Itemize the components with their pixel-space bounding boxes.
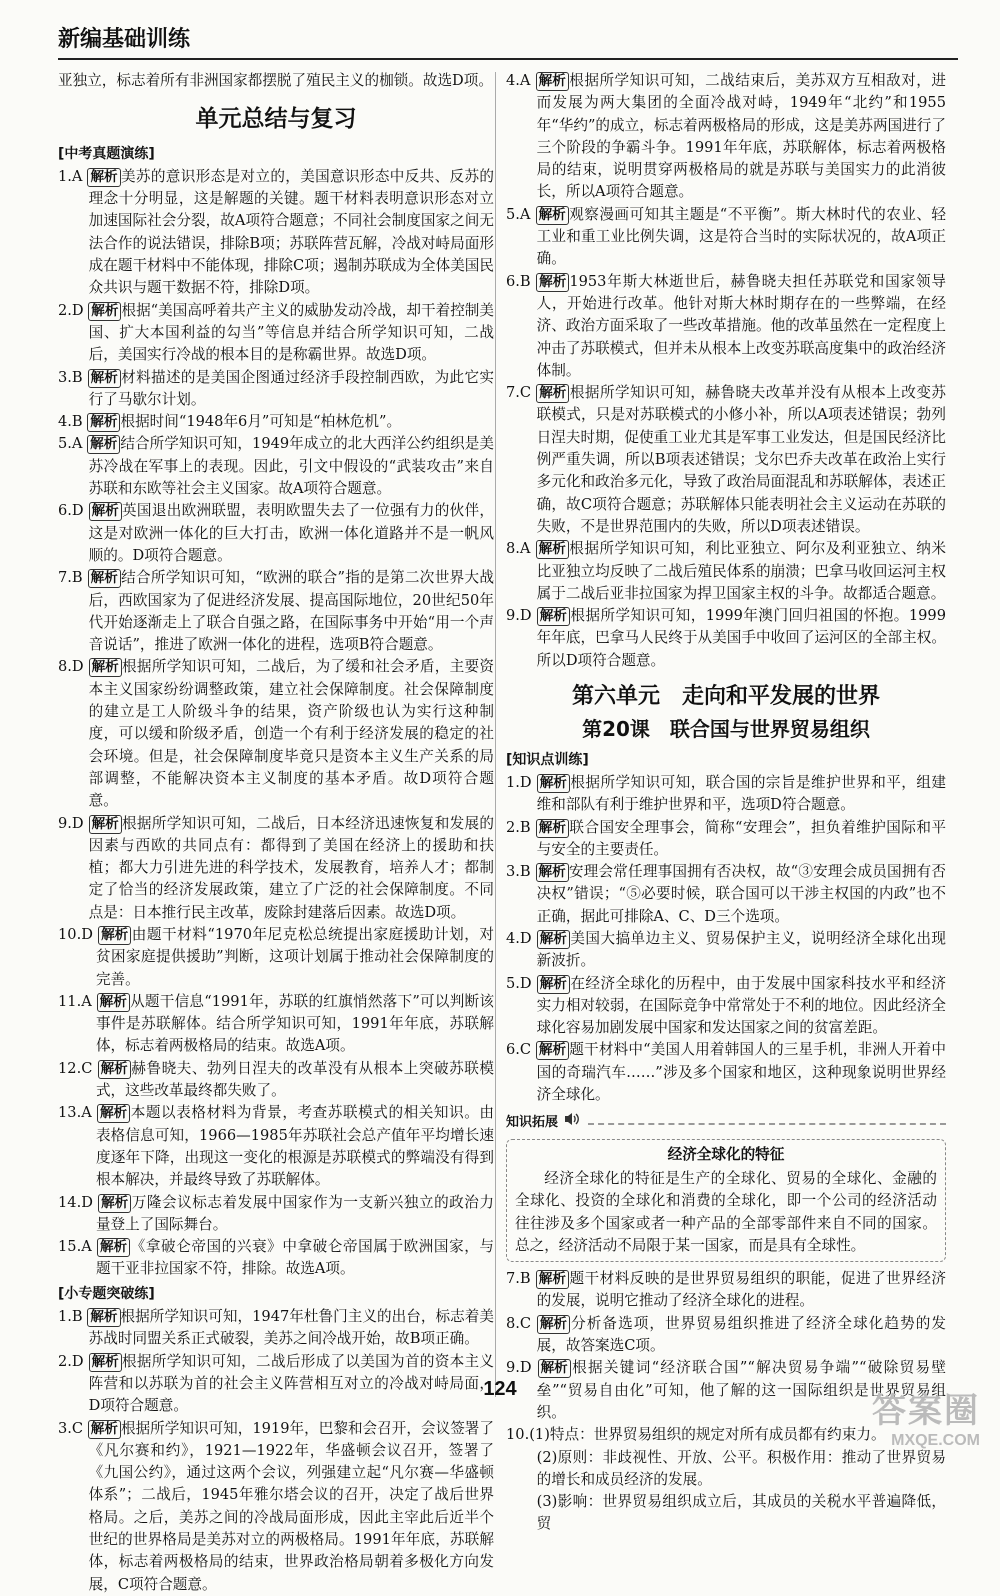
analysis-tag: 解析 — [97, 993, 130, 1012]
analysis-tag: 解析 — [97, 1104, 130, 1123]
analysis-tag: 解析 — [536, 206, 569, 225]
q10-part-1: (1)特点：世界贸易组织的规定对所有成员都有约束力。 — [529, 1426, 886, 1444]
answer-item — [506, 817, 946, 862]
answer-number: 4.D — [506, 929, 532, 947]
answer-text: 题干材料中“美国人用着韩国人的三星手机，非洲人开着中国的奇瑞汽车……”涉及多个国家和地区，这种现象说明世界经济全球化。 — [536, 1041, 947, 1104]
analysis-tag: 解析 — [536, 72, 569, 91]
right-column — [506, 70, 946, 1536]
analysis-tag: 解析 — [536, 1270, 569, 1289]
answer-item — [506, 973, 946, 1040]
watermark-logo — [800, 1383, 980, 1449]
answer-number: 13.A — [58, 1104, 92, 1122]
answer-text: 结合所学知识可知，1949年成立的北大西洋公约组织是美苏冷战在军事上的表现。因此，引文中假设的“武装攻击”来自苏联和东欧等社会主义国家。故A项符合题意。 — [88, 435, 494, 498]
analysis-tag: 解析 — [537, 930, 570, 949]
analysis-tag: 解析 — [538, 1359, 571, 1378]
answer-text: 根据所学知识可知，赫鲁晓夫改革并没有从根本上改变苏联模式，只是对苏联模式的小修小补，所以A项表述错误；勃列日涅夫时期，促使重工业尤其是军事工业发达，但是国民经济比例严重失调，所以B项表述错误；戈尔巴乔夫改革在政治上实行多元化和政治多元化，导致了政治局面混乱和苏联解体，表述正确，故C项符合题意；苏联解体只能表明社会主义运动在苏联的失败，不是世界范围内的失败，所以D项表述错误。 — [536, 384, 946, 535]
answer-number: 9.D — [506, 1359, 532, 1377]
analysis-tag: 解析 — [537, 607, 570, 626]
answer-text: 根据所学知识可知，二战结束后，美苏双方互相敌对，进而发展为两大集团的全面冷战对峙，1949年“北约”和1955年“华约”的成立，标志着两极格局的形成，这是美苏两国进行了三个阶段的争霸斗争。1991年年底，苏联解体，标志着两极格局的结束，说明贯穿两极格局的就是苏联与美国实力的此消彼长，所以A项符合题意。 — [536, 72, 946, 201]
analysis-tag: 解析 — [537, 774, 570, 793]
answer-number: 3.B — [506, 863, 531, 881]
analysis-tag: 解析 — [89, 658, 122, 677]
answer-item — [58, 433, 494, 500]
answer-number: 9.D — [506, 607, 532, 625]
answer-item — [58, 991, 494, 1058]
watermark-bottom: MXQE.COM — [891, 1432, 980, 1449]
answer-number: 12.C — [58, 1059, 93, 1077]
category-knowledge-practice: [知识点训练] — [506, 751, 589, 768]
answer-number: 4.A — [506, 72, 531, 89]
answer-item — [58, 656, 494, 812]
answer-number: 11.A — [58, 992, 92, 1010]
analysis-tag: 解析 — [88, 302, 121, 321]
left-column — [58, 70, 494, 1596]
answer-number: 9.D — [58, 814, 84, 832]
answer-item — [58, 924, 494, 991]
analysis-tag: 解析 — [88, 1420, 121, 1439]
knowledge-practice-list — [506, 772, 946, 1106]
answer-number: 5.D — [506, 974, 532, 992]
answer-item — [58, 1058, 494, 1103]
answer-number: 1.D — [506, 773, 532, 791]
answer-item — [58, 813, 494, 924]
section-title: 单元总结与复习 — [195, 106, 357, 133]
analysis-tag: 解析 — [536, 1041, 569, 1060]
speaker-icon — [564, 1112, 580, 1134]
answer-number: 15.A — [58, 1238, 92, 1256]
answer-text: 联合国安全理事会，简称“安理会”，担负着维护国际和平与安全的主要责任。 — [536, 818, 946, 858]
knowledge-extension — [506, 1112, 946, 1262]
analysis-tag: 解析 — [87, 435, 120, 454]
answer-item — [506, 382, 946, 538]
answer-text: 分析备选项，世界贸易组织推进了经济全球化趋势的发展，故答案选C项。 — [536, 1314, 946, 1355]
analysis-tag: 解析 — [97, 1238, 130, 1257]
column-divider — [495, 72, 496, 1397]
answer-item — [58, 1236, 494, 1281]
answer-text: 题干材料反映的是世界贸易组织的职能，促进了世界经济的发展，说明它推动了经济全球化的进程。 — [536, 1270, 946, 1310]
answer-item — [506, 538, 946, 605]
answer-text: 安理会常任理事国拥有否决权，故“③安理会成员国拥有否决权”错误；“⑤必要时候，联合国可以干涉主权国的内政”也不正确，据此可排除A、C、D三个选项。 — [536, 863, 947, 925]
q10-part-2: (2)原则：非歧视性、开放、公平。积极作用：推动了世界贸易的增长和成员经济的发展。 — [536, 1448, 946, 1488]
analysis-tag: 解析 — [89, 1353, 122, 1372]
answer-number: 7.C — [506, 384, 532, 402]
page-header — [58, 22, 958, 66]
answer-text: 根据所学知识可知，二战后，日本经济迅速恢复和发展的因素与西欧的共同点有：都得到了美国在经济上的援助和扶植；都大力引进先进的科学技术，发展教育，培养人才；都制定了恰当的经济发展政策，建立了广泛的社会保障制度。不同点是：日本推行民主改革，废除封建落后因素。故选D项。 — [88, 814, 494, 921]
answer-item — [58, 300, 494, 367]
answer-number: 6.B — [506, 272, 531, 290]
answer-text: 本题以表格材料为背景，考查苏联模式的相关知识。由表格信息可知，1966—1985年苏联社会总产值年平均增长速度逐年下降，出现这一变化的根源是苏联模式的弊端没有得到根本解决，并最终导致了苏联解体。 — [95, 1104, 494, 1189]
extension-title: 经济全球化的特征 — [667, 1145, 785, 1163]
answer-number: 10.D — [58, 925, 93, 943]
answer-text: 结合所学知识可知，“欧洲的联合”指的是第二次世界大战后，西欧国家为了促进经济发展、提高国际地位，20世纪50年代开始逐渐走上了联合自强之路，在国际事务中开始“用一个声音说话”，推进了欧洲一体化的进程，选项B符合题意。 — [88, 569, 494, 654]
analysis-tag: 解析 — [87, 413, 120, 432]
lesson-title: 第20课 联合国与世界贸易组织 — [582, 717, 870, 742]
answer-number: 8.C — [506, 1314, 532, 1332]
extension-text: 经济全球化的特征是生产的全球化、贸易的全球化、金融的全球化、投资的全球化和消费的全球化，即一个公司的经济活动往往涉及多个国家或者一种产品的全部零部件来自不同的国家。总之，经济活动不局限于某一国家，而是具有全球性。 — [515, 1169, 937, 1254]
answer-item — [506, 204, 946, 271]
answer-item — [58, 1306, 494, 1351]
answer-text: 根据所学知识可知，1947年杜鲁门主义的出台，标志着美苏战时同盟关系正式破裂，美苏之间冷战开始，故B项正确。 — [88, 1308, 494, 1348]
extension-header — [506, 1112, 946, 1134]
answer-number: 1.B — [58, 1308, 83, 1326]
answer-item — [506, 605, 946, 672]
answer-text: 《拿破仑帝国的兴衰》中拿破仑帝国属于欧洲国家，与题干亚非拉国家不符，排除。故选A项。 — [95, 1238, 494, 1278]
extension-dash-line — [588, 1123, 946, 1125]
answer-number: 4.B — [58, 413, 83, 431]
analysis-tag: 解析 — [89, 502, 122, 521]
answer-number: 5.A — [506, 205, 531, 223]
extension-box — [506, 1139, 946, 1262]
answer-text: 观察漫画可知其主题是“不平衡”。斯大林时代的农业、轻工业和重工业比例失调，这是符合当时的实际状况的，故A项正确。 — [536, 205, 946, 268]
answer-item — [506, 1313, 946, 1358]
answer-text: 根据所学知识可知，联合国的宗旨是维护世界和平，组建维和部队有利于维护世界和平，选项D符合题意。 — [536, 773, 946, 814]
analysis-tag: 解析 — [89, 815, 122, 834]
analysis-tag: 解析 — [536, 540, 569, 559]
answer-text: 在经济全球化的历程中，由于发展中国家科技水平和经济实力相对较弱，在国际竞争中常常处于不利的地位。因此经济全球化容易加剧发展中国家和发达国家之间的贫富差距。 — [536, 974, 946, 1037]
answer-item — [506, 70, 946, 204]
answer-text: 根据所学知识可知，1999年澳门回归祖国的怀抱。1999年年底，巴拿马人民终于从美国手中收回了运河区的全部主权。所以D项符合题意。 — [536, 607, 946, 669]
answer-item — [58, 500, 494, 567]
answer-text: 根据所学知识可知，二战后形成了以美国为首的资本主义阵营和以苏联为首的社会主义阵营相互对立的冷战对峙局面，D项符合题意。 — [88, 1352, 494, 1415]
analysis-tag: 解析 — [537, 1315, 570, 1334]
analysis-tag: 解析 — [98, 1194, 131, 1213]
book-title: 新编基础训练 — [58, 27, 191, 52]
category-topic-practice: [小专题突破练] — [58, 1285, 155, 1302]
answer-item — [506, 928, 946, 973]
answer-text: 根据“美国高呼着共产主义的威胁发动冷战，却干着控制美国、扩大本国利益的勾当”等信息并结合所学知识可知，二战后，美国实行冷战的根本目的是称霸世界。故选D项。 — [88, 301, 495, 364]
extension-label: 知识拓展 — [506, 1115, 559, 1131]
answer-number: 2.D — [58, 301, 84, 319]
answer-number: 6.C — [506, 1041, 532, 1059]
answer-text: 万隆会议标志着发展中国家作为一支新兴独立的政治力量登上了国际舞台。 — [95, 1193, 494, 1233]
question-number: 10. — [506, 1426, 530, 1444]
answer-text: 根据时间“1948年6月”可知是“柏林危机”。 — [120, 413, 402, 431]
answer-number: 1.A — [58, 167, 83, 185]
analysis-tag: 解析 — [87, 1308, 120, 1327]
answer-number: 3.B — [58, 368, 83, 386]
exam-practice-list — [58, 166, 494, 1281]
analysis-tag: 解析 — [537, 975, 570, 994]
analysis-tag: 解析 — [536, 384, 569, 403]
page-number: 124 — [483, 1378, 517, 1400]
topic-practice-list-continued — [506, 70, 946, 672]
answer-number: 3.C — [58, 1419, 84, 1437]
analysis-tag: 解析 — [87, 168, 120, 187]
answer-text: 由题干材料“1970年尼克松总统提出家庭援助计划，对贫困家庭提供援助”判断，这项计划属于推动社会保障制度的完善。 — [95, 925, 494, 988]
header-rule — [58, 58, 958, 60]
answer-item — [58, 1102, 494, 1191]
answer-number: 8.D — [58, 658, 84, 676]
answer-text: 赫鲁晓夫、勃列日涅夫的改革没有从根本上突破苏联模式，这些改革最终都失败了。 — [95, 1059, 494, 1100]
analysis-tag: 解析 — [536, 863, 569, 882]
answer-item — [58, 1418, 494, 1596]
answer-number: 8.A — [506, 540, 531, 558]
answer-item — [58, 166, 494, 300]
analysis-tag: 解析 — [88, 569, 121, 588]
analysis-tag: 解析 — [536, 819, 569, 838]
answer-number: 6.D — [58, 502, 84, 520]
unit-title: 第六单元 走向和平发展的世界 — [571, 684, 880, 710]
answer-text: 美苏的意识形态是对立的，美国意识形态中反共、反苏的理念十分明显，这是解题的关键。题干材料表明意识形态对立加速国际社会分裂，故A项符合题意；不同社会制度国家之间无法合作的说法错误，排除B项；苏联阵营瓦解，冷战对峙局面形成在题干材料中不能体现，排除C项；遏制苏联成为全体美国民众共识与题干数据不符，排除D项。 — [88, 167, 494, 297]
answer-number: 14.D — [58, 1193, 93, 1211]
answer-text: 根据所学知识可知，利比亚独立、阿尔及利亚独立、纳米比亚独立均反映了二战后殖民体系的崩溃；巴拿马收回运河主权属于二战后亚非拉国家为捍卫国家主权的斗争。故都适合题意。 — [536, 540, 946, 602]
answer-item — [506, 1268, 946, 1313]
answer-text: 根据所学知识可知，1919年，巴黎和会召开，会议签署了《凡尔赛和约》，1921—1922年，华盛顿会议召开，签署了《九国公约》，通过这两个会议，列强建立起“凡尔赛—华盛顿体系”；二战后，1945年雅尔塔会议的召开，决定了战后世界格局。之后，美苏之间的冷战局面形成，因此主宰此后近半个世纪的世界格局是美苏对立的两极格局。1991年年底，苏联解体，标志着两极格局的结束，世界政治格局朝着多极化方向发展，C项符合题意。 — [88, 1419, 494, 1593]
answer-item — [506, 271, 946, 382]
answer-number: 7.B — [506, 1270, 531, 1288]
answer-text: 从题干信息“1991年，苏联的红旗悄然落下”可以判断该事件是苏联解体。结合所学知识可知，1991年年底，苏联解体，标志着两极格局的结束。故选A项。 — [95, 992, 494, 1055]
answer-text: 英国退出欧洲联盟，表明欧盟失去了一位强有力的伙伴，这是对欧洲一体化的巨大打击，欧洲一体化道路并不是一帆风顺的。D项符合题意。 — [88, 502, 494, 564]
answer-text: 1953年斯大林逝世后，赫鲁晓夫担任苏联党和国家领导人，开始进行改革。他针对斯大林时期存在的一些弊端，在经济、政治方面采取了一些改革措施。他的改革虽然在一定程度上冲击了苏联模式，但并未从根本上改变苏联高度集中的政治经济体制。 — [536, 272, 946, 379]
answer-item — [58, 1192, 494, 1237]
analysis-tag: 解析 — [98, 926, 131, 945]
answer-number: 2.B — [506, 818, 531, 836]
q10-part-3: (3)影响：世界贸易组织成立后，其成员的关税水平普遍降低，贸 — [536, 1493, 946, 1533]
answer-number: 2.D — [58, 1352, 84, 1370]
answer-item — [58, 367, 494, 412]
answer-number: 7.B — [58, 569, 83, 587]
answer-item — [58, 411, 494, 433]
watermark-top: 答案圈 — [872, 1391, 980, 1431]
answer-item — [506, 772, 946, 817]
analysis-tag: 解析 — [98, 1060, 131, 1079]
category-exam-practice: [中考真题演练] — [58, 145, 155, 162]
topic-practice-list — [58, 1306, 494, 1596]
analysis-tag: 解析 — [88, 369, 121, 388]
left-intro: 亚独立，标志着所有非洲国家都摆脱了殖民主义的枷锁。故选D项。 — [58, 72, 493, 89]
answer-text: 美国大搞单边主义、贸易保护主义，说明经济全球化出现新波折。 — [536, 929, 946, 970]
analysis-tag: 解析 — [536, 273, 569, 292]
answer-text: 根据所学知识可知，二战后，为了缓和社会矛盾，主要资本主义国家纷纷调整政策，建立社会保障制度。社会保障制度的建立是工人阶级斗争的结果，资产阶级也认为实行这种制度，可以缓和阶级矛盾，创造一个有利于经济发展的稳定的社会环境。但是，社会保障制度毕竟只是资本主义生产关系的局部调整，不能解决资本主义制度的基本矛盾。故D项符合题意。 — [88, 658, 494, 810]
answer-number: 5.A — [58, 435, 83, 453]
answer-item — [58, 567, 494, 656]
answer-item — [506, 861, 946, 928]
answer-text: 根据关键词“经济联合国”“解决贸易争端”“破除贸易壁垒”“贸易自由化”可知，他了解的这一国际组织是世界贸易组织。 — [536, 1359, 946, 1421]
answer-text: 材料描述的是美国企图通过经济手段控制西欧，为此它实行了马歇尔计划。 — [88, 368, 494, 408]
answer-item — [506, 1039, 946, 1106]
